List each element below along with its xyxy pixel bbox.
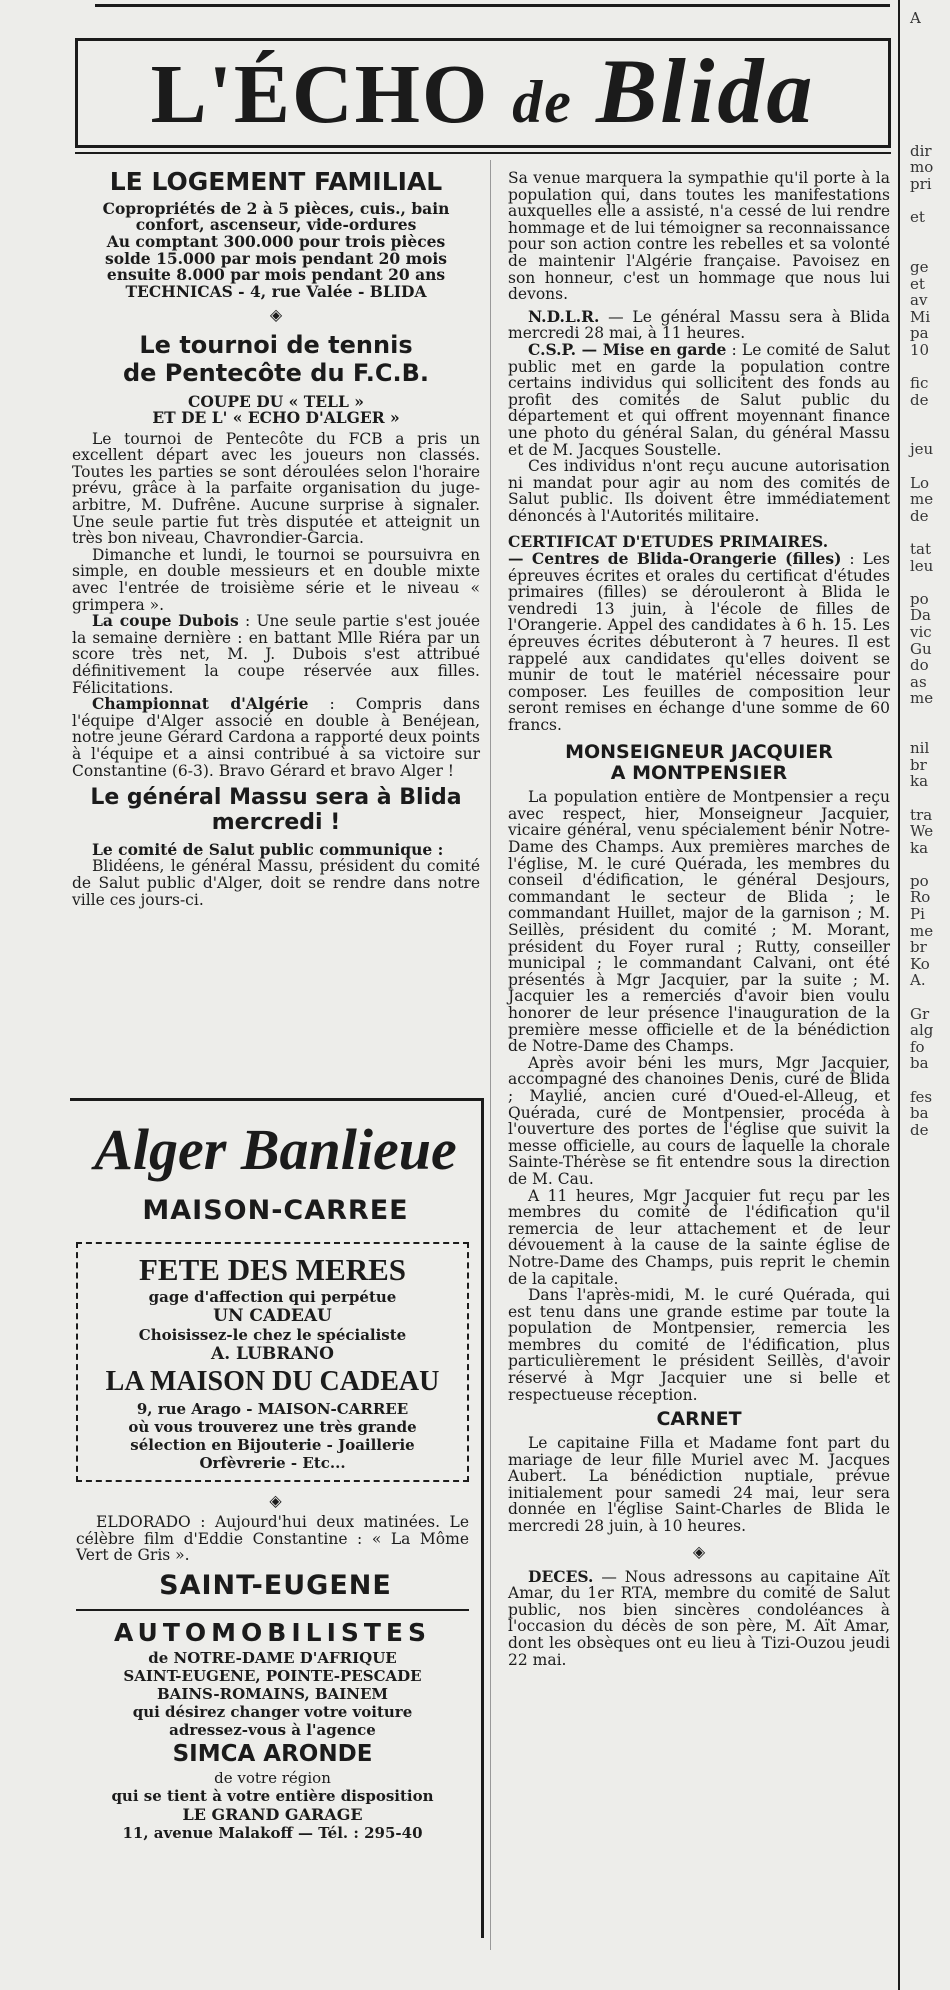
logement-line-3: Au comptant 300.000 pour trois pièces — [106, 231, 446, 251]
ad2-line-7: SIMCA ARONDE — [172, 1740, 373, 1767]
edge-fragment — [910, 458, 950, 475]
logement-title: LE LOGEMENT FAMILIAL — [109, 167, 443, 196]
ad1-line-9: sélection en Bijouterie - Joaillerie — [130, 1436, 415, 1454]
edge-fragment — [910, 724, 950, 741]
ad1-line-5: A. LUBRANO — [211, 1344, 334, 1364]
edge-fragment: Gr — [910, 1004, 930, 1023]
ornament-icon: ◈ — [269, 1491, 282, 1510]
edge-fragment — [910, 408, 950, 425]
edge-fragment — [910, 707, 950, 724]
ad2-line-5: qui désirez changer votre voiture — [132, 1702, 413, 1721]
deces-text: — Nous adressons au capitaine Aït Amar, du 1er RTA, membre du comité de Salut public, nos bien sincères condoléances à l'occasion du décès de son père, M. Aït Amar, dont les obsèques ont eu lieu à Tizi-Ouzou jeudi 22 mai. — [508, 1567, 890, 1669]
ad1-line-8: où vous trouverez une très grande — [128, 1418, 417, 1436]
edge-fragment: ba — [910, 1054, 929, 1073]
cropped-edge-column — [910, 10, 950, 1138]
venue-paragraph: Sa venue marquera la sympathie qu'il porte à la population qui, dans toutes les manifestations auxquelles elle a assisté, n'a cessé de lui rendre hommage et de lui témoigner sa reconnaissance pour son action contre les rebelles et sa volonté de maintenir l'Algérie française. Pavoisez en son honneur, c'est un hommage que nous lui devons. — [508, 169, 890, 304]
certificat-lead: — Centres de Blida-Orangerie (filles) — [508, 549, 842, 569]
edge-fragment: av — [910, 291, 928, 310]
alger-banlieue-brand: Alger Banlieue — [94, 1117, 457, 1182]
tennis-title-2: de Pentecôte du F.C.B. — [122, 358, 430, 387]
edge-fragment: me — [910, 689, 934, 708]
edge-fragment — [910, 126, 950, 143]
automobilistes-ad — [76, 1609, 469, 1842]
certificat-title: CERTIFICAT D'ETUDES PRIMAIRES. — [508, 532, 829, 552]
ad2-line-6: adressez-vous à l'agence — [169, 1720, 376, 1739]
fete-des-meres-ad — [76, 1242, 469, 1482]
edge-fragment: do — [910, 656, 929, 675]
edge-lines — [910, 10, 950, 1138]
edge-fragment — [910, 110, 950, 127]
edge-fragment — [910, 425, 950, 442]
column-divider — [490, 160, 491, 1950]
jacquier-paragraph-4: Dans l'après-midi, M. le curé Quérada, qui est tenu dans une grande estime par toute la population de Montpensier, remercia les membres du comité de l'édification, plus particulièrement le président Seillès, d'avoir réservé à Mgr Jacquier une si belle et respectueuse réception. — [508, 1286, 890, 1404]
edge-fragment — [910, 60, 950, 77]
edge-fragment: et — [910, 208, 925, 227]
edge-fragment — [910, 193, 950, 210]
left-column — [72, 168, 480, 908]
championnat-text: : Compris dans l'équipe d'Alger associé en double à Benéjean, notre jeune Gérard Cardona a rapporté deux points à l'équipe et a ainsi contribué à sa victoire sur Constantine (6-3). Bravo Gérard et bravo Alger ! — [72, 695, 480, 780]
ndlr-text: — Le général Massu sera à Blida mercredi 28 mai, à 11 heures. — [508, 307, 890, 343]
edge-fragment: de — [910, 1120, 929, 1139]
edge-fragment: alg — [910, 1021, 934, 1040]
championnat-lead: Championnat d'Algérie — [92, 694, 309, 714]
tennis-paragraph-3 — [72, 613, 480, 696]
ad1-line-2: gage d'affection qui perpétue — [148, 1288, 397, 1306]
masthead-echo: L'ÉCHO — [150, 48, 490, 141]
edge-fragment — [910, 856, 950, 873]
tennis-paragraph-1: Le tournoi de Pentecôte du FCB a pris un excellent départ avec les joueurs non classés. Toutes les parties se sont déroulées selon l'horaire prévu, grâce à la parfaite organisation du juge-arbitre, M. Dufrêne. Aucune surprise à signaler. Une seule partie fut très disputée et atteignit un très bon niveau, Chavrondier-Garcia. — [72, 429, 480, 548]
edge-fragment: Ko — [910, 954, 930, 973]
logement-article — [72, 168, 480, 300]
edge-fragment: fes — [910, 1087, 933, 1106]
ad1-line-1: FETE DES MERES — [138, 1252, 406, 1287]
alger-banlieue-section — [70, 1098, 484, 1938]
logement-line-1: Copropriétés de 2 à 5 pièces, cuis., bain — [102, 198, 450, 218]
ad2-line-9: qui se tient à votre entière disposition — [111, 1786, 434, 1805]
edge-fragment: We — [910, 822, 934, 841]
ad1-line-10: Orfèvrerie - Etc... — [199, 1454, 346, 1472]
csp-text: : Le comité de Salut public met en garde la population contre certains individus qui sollicitent des fonds au profit des comités de Salut public du département et qui offrent moyennant finance une photo du général Salan, du général Massu et de M. Jacques Soustelle. — [508, 340, 890, 459]
massu-title-2: mercredi ! — [211, 810, 341, 836]
edge-fragment: de — [910, 506, 929, 525]
right-column-rule — [898, 0, 900, 1990]
ad2-line-3: SAINT-EUGENE, POINTE-PESCADE — [123, 1666, 422, 1685]
massu-paragraph-1: Le comité de Salut public communique : — [92, 839, 444, 859]
edge-fragment: vic — [910, 622, 932, 641]
edge-fragment — [910, 27, 950, 44]
top-rule — [95, 4, 890, 7]
edge-fragment: pri — [910, 174, 932, 193]
edge-fragment: A. — [910, 971, 926, 990]
csp-lead: C.S.P. — Mise en garde — [528, 339, 727, 359]
edge-fragment: et — [910, 274, 925, 293]
edge-fragment — [910, 242, 950, 259]
ad1-line-4: Choisissez-le chez le spécialiste — [138, 1326, 407, 1344]
edge-fragment: ka — [910, 772, 929, 791]
jacquier-title-1: MONSEIGNEUR JACQUIER — [565, 740, 833, 763]
edge-fragment: Ro — [910, 888, 931, 907]
certificat-paragraph — [508, 551, 890, 734]
edge-fragment: pa — [910, 324, 929, 343]
edge-fragment: ge — [910, 257, 929, 276]
edge-fragment: nil — [910, 739, 930, 758]
edge-fragment: br — [910, 938, 927, 957]
tennis-sub-2: ET DE L' « ECHO D'ALGER » — [152, 408, 400, 428]
maison-carree-heading: MAISON-CARREE — [142, 1195, 409, 1226]
edge-fragment: ka — [910, 838, 929, 857]
tennis-paragraph-4 — [72, 696, 480, 779]
edge-fragment: ba — [910, 1104, 929, 1123]
edge-fragment: 10 — [910, 340, 930, 359]
edge-fragment: A — [910, 9, 921, 27]
logement-line-6: TECHNICAS - 4, rue Valée - BLIDA — [125, 281, 427, 301]
ad2-line-2: de NOTRE-DAME D'AFRIQUE — [148, 1648, 397, 1667]
eldorado-notice: ELDORADO : Aujourd'hui deux matinées. Le célèbre film d'Eddie Constantine : « La Môme Vert de Gris ». — [76, 1513, 469, 1565]
tennis-paragraph-2: Dimanche et lundi, le tournoi se poursuivra en simple, en double messieurs et en double mixte avec l'entrée de troisième série et le niveau « grimpera ». — [72, 545, 480, 614]
masthead-de: de — [512, 69, 573, 135]
masthead — [75, 38, 891, 148]
edge-fragment: leu — [910, 556, 934, 575]
csp-paragraph — [508, 339, 890, 459]
jacquier-paragraph-3: A 11 heures, Mgr Jacquier fut reçu par les membres du comité de l'édification qu'il remercia de leur attachement et de leur dévouement à la cause de la sainte église de Notre-Dame des Champs, puis reprit le chemin de la capitale. — [508, 1186, 890, 1288]
edge-fragment — [910, 76, 950, 93]
massu-title-1: Le général Massu sera à Blida — [90, 785, 462, 811]
edge-fragment — [910, 1072, 950, 1089]
edge-fragment: fic — [910, 374, 929, 393]
edge-fragment: Pi — [910, 905, 925, 924]
ad2-line-11: 11, avenue Malakoff — Tél. : 295-40 — [122, 1823, 423, 1842]
tennis-article — [72, 332, 480, 779]
edge-fragment: tra — [910, 805, 933, 824]
logement-line-4: solde 15.000 par mois pendant 20 mois — [105, 248, 447, 268]
edge-fragment — [910, 790, 950, 807]
csp-paragraph-2: Ces individus n'ont reçu aucune autorisation ni mandat pour agir au nom des comités de Salut public. Ils doivent être immédiatement dénoncés à l'Autorités militaire. — [508, 457, 890, 525]
edge-fragment: po — [910, 589, 929, 608]
edge-fragment: Da — [910, 606, 931, 625]
jacquier-paragraph-2: Après avoir béni les murs, Mgr Jacquier, accompagné des chanoines Denis, curé de Blida ; Maylié, ancien curé d'Oued-el-Alleug, et Quérada, curé de Montpensier, procéda à l'ouverture des portes de l'église que suivit la messe officielle, au cours de laquelle la chorale Sainte-Thérèse se fit entendre sous la direction de M. Cau. — [508, 1053, 890, 1188]
ad2-line-4: BAINS-ROMAINS, BAINEM — [157, 1684, 388, 1703]
edge-fragment — [910, 43, 950, 60]
massu-paragraph-2: Blidéens, le général Massu, président du comité de Salut public d'Alger, doit se rendre dans notre ville ces jours-ci. — [72, 857, 480, 909]
logement-line-5: ensuite 8.000 par mois pendant 20 ans — [106, 265, 446, 285]
edge-fragment: Lo — [910, 473, 929, 492]
edge-fragment: me — [910, 921, 934, 940]
massu-article — [72, 785, 480, 908]
deces-paragraph — [508, 1566, 890, 1669]
masthead-blida: Blida — [595, 40, 816, 142]
logement-line-2: confort, ascenseur, vide-ordures — [135, 215, 417, 235]
edge-fragment — [910, 989, 950, 1006]
edge-fragment: dir — [910, 141, 932, 160]
ad1-line-3: UN CADEAU — [213, 1306, 332, 1326]
ornament-icon: ◈ — [692, 1541, 706, 1561]
edge-fragment: mo — [910, 158, 934, 177]
ad2-line-10: LE GRAND GARAGE — [182, 1804, 363, 1824]
saint-eugene-heading: SAINT-EUGENE — [159, 1569, 392, 1601]
edge-fragment — [910, 574, 950, 591]
edge-fragment: tat — [910, 540, 931, 558]
deces-lead: DECES. — [528, 1566, 594, 1586]
ad2-line-8: de votre région — [214, 1768, 331, 1787]
edge-fragment: de — [910, 390, 929, 409]
ad1-line-7: 9, rue Arago - MAISON-CARREE — [136, 1400, 409, 1418]
coupe-dubois-lead: La coupe Dubois — [92, 611, 239, 631]
edge-fragment: me — [910, 490, 934, 509]
jacquier-title-2: A MONTPENSIER — [610, 762, 788, 785]
carnet-title: CARNET — [656, 1408, 742, 1431]
edge-fragment — [910, 93, 950, 110]
tennis-title-1: Le tournoi de tennis — [139, 331, 413, 360]
edge-fragment: br — [910, 755, 927, 774]
edge-fragment: Mi — [910, 307, 931, 326]
edge-fragment — [910, 358, 950, 375]
edge-fragment: Gu — [910, 639, 932, 658]
edge-fragment: po — [910, 871, 929, 890]
ad1-line-6: LA MAISON DU CADEAU — [105, 1366, 440, 1397]
certificat-text: : Les épreuves écrites et orales du certificat d'études primaires (filles) se dérouleront à Blida le vendredi 13 juin, à l'école de filles de l'Orangerie. Appel des candidates à 6 h. 15. Les épreuves écrites débuteront à 7 heures. Il est rappelé aux candidates qu'elles doivent se munir de tout le matériel nécessaire pour composer. Les feuilles de composition leur seront remises en échange d'une somme de 60 francs. — [508, 550, 890, 734]
edge-fragment — [910, 524, 950, 541]
edge-fragment — [910, 226, 950, 243]
edge-fragment: fo — [910, 1037, 925, 1056]
jacquier-paragraph-1: La population entière de Montpensier a reçu avec respect, hier, Monseigneur Jacquier, vicaire général, venu spécialement bénir Notre-Dame des Champs. Aux premières marches de l'église, M. le curé Quérada, les membres du conseil d'édification, le général Desjours, commandant le secteur de Blida ; le commandant Huillet, major de la garnison ; M. Seillès, président du comité ; M. Morant, président du Foyer rural ; Rutty, conseiller municipal ; le commandant Calvani, ont été présentés à Mgr Jacquier, par la suite ; M. Jacquier les a remerciés d'avoir bien voulu honorer de leur présence l'inauguration de la première messe officielle et de la bénédiction de Notre-Dame des Champs. — [508, 788, 890, 1056]
tennis-sub-1: COUPE DU « TELL » — [188, 391, 364, 411]
coupe-dubois-text: : Une seule partie s'est jouée la semaine dernière : en battant Mlle Riéra par un score très net, M. J. Dubois s'est attribué définitivement la coupe réservée aux filles. Félicitations. — [72, 612, 480, 697]
edge-fragment: as — [910, 672, 927, 691]
ad2-line-1: AUTOMOBILISTES — [113, 1617, 432, 1647]
masthead-underline — [75, 152, 891, 154]
ndlr-paragraph — [508, 306, 890, 343]
ornament-icon: ◈ — [269, 305, 283, 325]
edge-fragment: jeu — [910, 440, 934, 459]
carnet-paragraph: Le capitaine Filla et Madame font part du mariage de leur fille Muriel avec M. Jacques Aubert. La bénédiction nuptiale, prévue initialement pour samedi 24 mai, leur sera donnée en l'église Saint-Charles de Blida le mercredi 28 juin, à 10 heures. — [508, 1434, 890, 1536]
ndlr-lead: N.D.L.R. — [528, 306, 600, 326]
right-column — [508, 170, 890, 1668]
